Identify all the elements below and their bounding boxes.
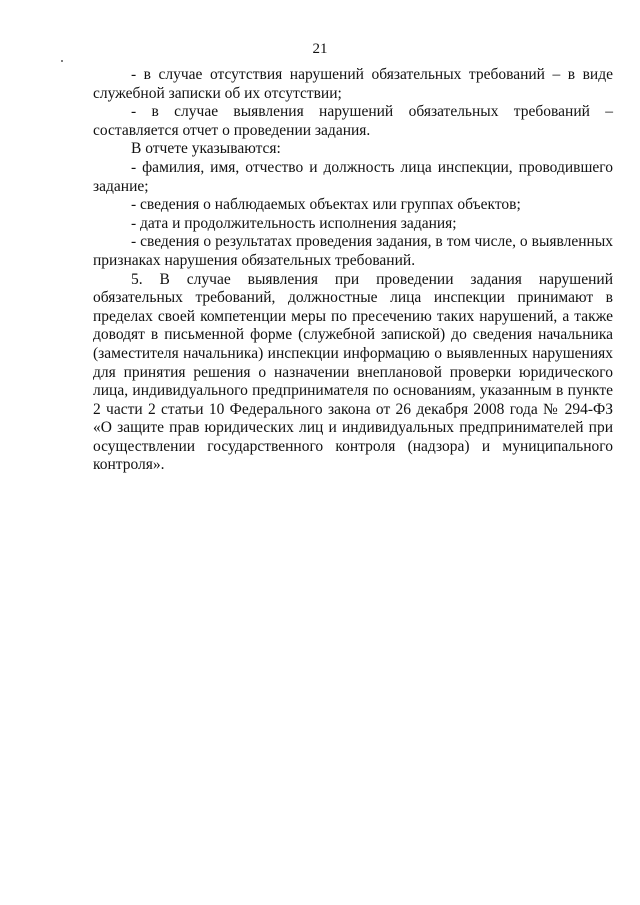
scan-dot bbox=[61, 60, 63, 62]
paragraph-task-date: - дата и продолжительность исполнения задания; bbox=[131, 214, 457, 232]
paragraph-inspector-name: - фамилия, имя, отчество и должность лица инспекции, проводившего задание; bbox=[93, 158, 613, 195]
document-body bbox=[93, 66, 613, 475]
paragraph-violations-found: - в случае выявления нарушений обязательных требований – составляется отчет о проведении задания. bbox=[93, 103, 613, 139]
paragraph-task-results: - сведения о результатах проведения задания, в том числе, о выявленных признаках нарушения обязательных требований. bbox=[93, 233, 613, 269]
paragraph-report-intro: В отчете указываются: bbox=[131, 140, 281, 158]
page-number: 21 bbox=[312, 41, 328, 57]
paragraph-observed-objects: - сведения о наблюдаемых объектах или группах объектов; bbox=[131, 196, 521, 214]
paragraph-no-violations: - в случае отсутствия нарушений обязательных требований – в виде служебной записки об их отсутствии; bbox=[93, 66, 613, 102]
paragraph-section-5: 5. В случае выявления при проведении задания нарушений обязательных требований, должностные лица инспекции принимают в пределах своей компетенции меры по пресечению таких нарушений, а также доводят в письменной форме (служебной запиской) до сведения начальника (заместителя начальника) инспекции информацию о выявленных нарушениях для принятия решения о назначении внеплановой проверки юридического лица, индивидуального предпринимателя по основаниям, указанным в пункте 2 части 2 статьи 10 Федерального закона от 26 декабря 2008 года № 294-ФЗ «О защите прав юридических лиц и индивидуальных предпринимателей при осуществлении государственного контроля (надзора) и муниципального контроля». bbox=[93, 270, 613, 474]
